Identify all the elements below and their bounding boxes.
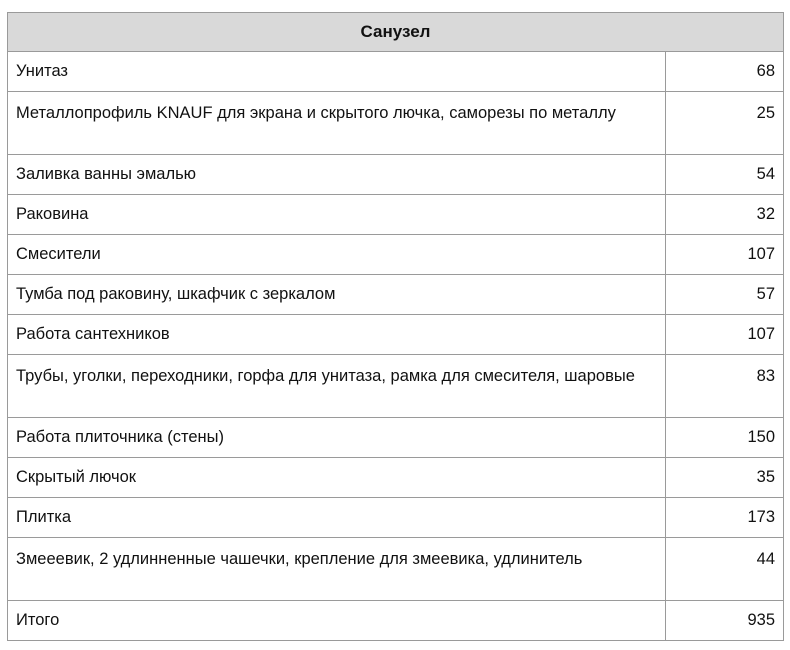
- item-value: 35: [666, 458, 784, 498]
- item-name: Заливка ванны эмалью: [8, 155, 666, 195]
- item-value: 57: [666, 275, 784, 315]
- item-value: 173: [666, 498, 784, 538]
- item-name: Металлопрофиль KNAUF для экрана и скрытого лючка, саморезы по металлу: [8, 92, 666, 155]
- item-value: 68: [666, 52, 784, 92]
- table-row: [8, 235, 784, 275]
- item-value: 107: [666, 315, 784, 355]
- table-row: [8, 418, 784, 458]
- item-name: Тумба под раковину, шкафчик с зеркалом: [8, 275, 666, 315]
- item-value: 32: [666, 195, 784, 235]
- item-value: 54: [666, 155, 784, 195]
- table-row: [8, 275, 784, 315]
- item-value: 44: [666, 538, 784, 601]
- expense-table: [7, 12, 784, 641]
- table-row: [8, 355, 784, 418]
- table-row: [8, 155, 784, 195]
- table-row: [8, 538, 784, 601]
- total-label: Итого: [8, 601, 666, 641]
- item-name: Змееевик, 2 удлинненные чашечки, крепление для змеевика, удлинитель: [8, 538, 666, 601]
- table-row: [8, 498, 784, 538]
- item-name: Унитаз: [8, 52, 666, 92]
- item-value: 83: [666, 355, 784, 418]
- item-value: 107: [666, 235, 784, 275]
- table-row: [8, 195, 784, 235]
- total-row: [8, 601, 784, 641]
- table-header-row: [8, 13, 784, 52]
- table-row: [8, 92, 784, 155]
- item-name: Работа плиточника (стены): [8, 418, 666, 458]
- item-name: Смесители: [8, 235, 666, 275]
- total-value: 935: [666, 601, 784, 641]
- table-row: [8, 458, 784, 498]
- item-name: Работа сантехников: [8, 315, 666, 355]
- item-name: Раковина: [8, 195, 666, 235]
- item-value: 25: [666, 92, 784, 155]
- item-name: Плитка: [8, 498, 666, 538]
- item-value: 150: [666, 418, 784, 458]
- table-row: [8, 52, 784, 92]
- item-name: Скрытый лючок: [8, 458, 666, 498]
- table-title: Санузел: [8, 13, 784, 52]
- table-row: [8, 315, 784, 355]
- item-name: Трубы, уголки, переходники, горфа для унитаза, рамка для смесителя, шаровые: [8, 355, 666, 418]
